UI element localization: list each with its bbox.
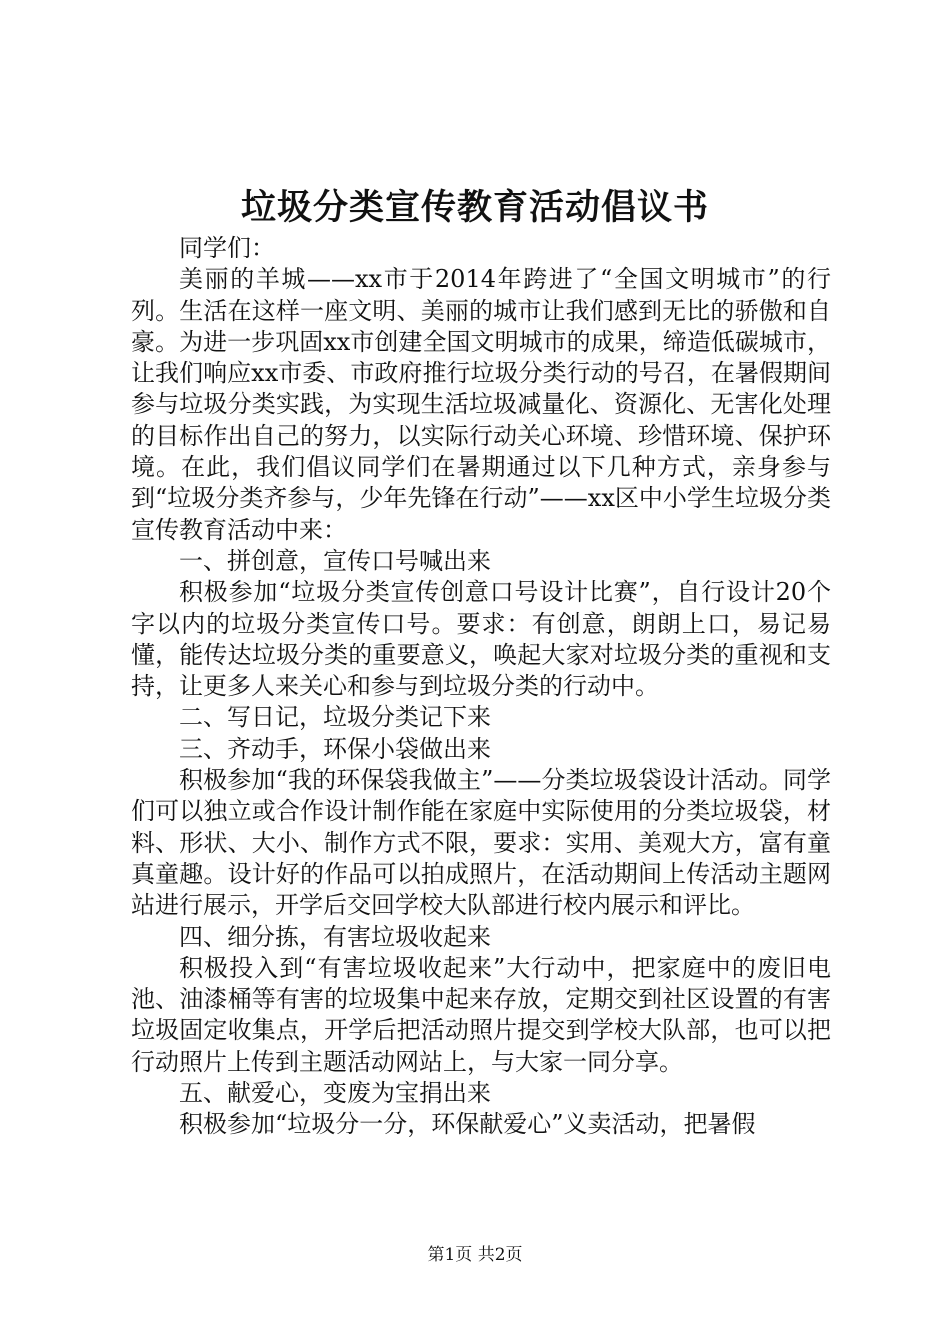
salutation: 同学们：	[179, 234, 275, 262]
section-heading-2: 二、写日记，垃圾分类记下来	[179, 703, 491, 732]
section-body-3: 积极参加“我的环保袋我做主”——分类垃圾袋设计活动。同学们可以独立或合作设计制作能在家庭中实际使用的分类垃圾袋，材料、形状、大小、制作方式不限，要求：实用、美观大方，富有童真童趣。设计好的作品可以拍成照片，在活动期间上传活动主题网站进行展示，开学后交回学校大队部进行校内展示和评比。	[131, 766, 831, 920]
intro-paragraph: 美丽的羊城——xx市于2014年跨进了“全国文明城市”的行列。生活在这样一座文明、美丽的城市让我们感到无比的骄傲和自豪。为进一步巩固xx市创建全国文明城市的成果，缔造低碳城市，让我们响应xx市委、市政府推行垃圾分类行动的号召，在暑假期间参与垃圾分类实践，为实现生活垃圾减量化、资源化、无害化处理的目标作出自己的努力，以实际行动关心环境、珍惜环境、保护环境。在此，我们倡议同学们在暑期通过以下几种方式，亲身参与到“垃圾分类齐参与，少年先锋在行动”——xx区中小学生垃圾分类宣传教育活动中来：	[131, 265, 831, 544]
section-body-1: 积极参加“垃圾分类宣传创意口号设计比赛”，自行设计20个字以内的垃圾分类宣传口号。要求：有创意，朗朗上口，易记易懂，能传达垃圾分类的重要意义，唤起大家对垃圾分类的重视和支持，让更多人来关心和参与到垃圾分类的行动中。	[131, 578, 831, 701]
section-heading-1: 一、拼创意，宣传口号喊出来	[179, 546, 491, 575]
section-heading-5: 五、献爱心，变废为宝捐出来	[179, 1079, 491, 1108]
section-heading-3: 三、齐动手，环保小袋做出来	[179, 734, 491, 763]
page-footer: 第1页 共2页	[427, 1245, 523, 1265]
section-body-4: 积极投入到“有害垃圾收起来”大行动中，把家庭中的废旧电池、油漆桶等有害的垃圾集中起来存放，定期交到社区设置的有害垃圾固定收集点，开学后把活动照片提交到学校大队部，也可以把行动照片上传到主题活动网站上，与大家一同分享。	[131, 953, 831, 1076]
section-heading-4: 四、细分拣，有害垃圾收起来	[179, 922, 491, 951]
section-body-5: 积极参加“垃圾分一分，环保献爱心”义卖活动，把暑假	[179, 1110, 756, 1139]
document-title: 垃圾分类宣传教育活动倡议书	[240, 187, 709, 228]
document-body	[131, 233, 831, 1141]
